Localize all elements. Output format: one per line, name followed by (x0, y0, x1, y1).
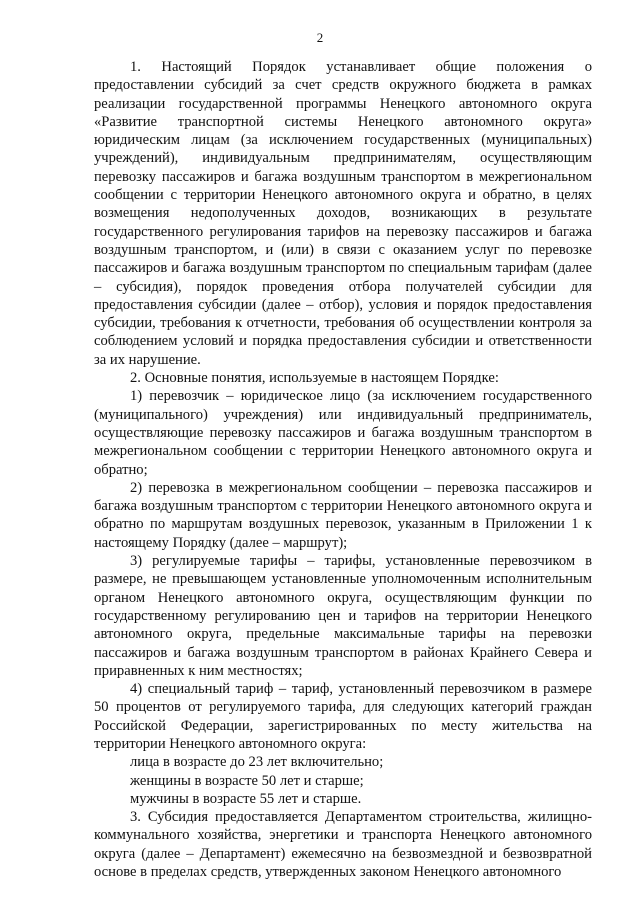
document-body (94, 58, 592, 881)
paragraph-2: 2. Основные понятия, используемые в настоящем Порядке: (130, 370, 499, 387)
citizen-categories-list (94, 753, 592, 808)
definition-regulated-tariffs: 3) регулируемые тарифы – тарифы, установленные перевозчиком в размере, не превышающем установленные уполномоченным исполнительным органом Ненецкого автономного округа, осуществляющим функции по государственному регулированию цен и тарифов на территории Ненецкого автономного округа, предельные максимальные тарифы на перевозки пассажиров и багажа воздушным транспортом в районах Крайнего Севера и приравненных к ним местностях; (94, 553, 592, 679)
paragraph-1: 1. Настоящий Порядок устанавливает общие положения о предоставлении субсидий за счет средств окружного бюджета в рамках реализации государственной программы Ненецкого автономного округа «Развитие транспортной системы Ненецкого автономного округа» юридическим лицам (за исключением государственных (муниципальных) учреждений), индивидуальным предпринимателям, осуществляющим перевозку пассажиров и багажа воздушным транспортом в межрегиональном сообщении с территории Ненецкого автономного округа и обратно, в целях возмещения недополученных доходов, возникающих в результате государственного регулирования тарифов на перевозку пассажиров и багажа воздушным транспортом, и (или) в связи с оказанием услуг по перевозке пассажиров и багажа воздушным транспортом по специальным тарифам (далее – субсидия), порядок проведения отбора получателей субсидии для предоставления субсидии (далее – отбор), условия и порядок предоставления субсидии, требования к отчетности, требования об осуществлении контроля за соблюдением условий и порядка предоставления субсидии и ответственности за их нарушение. (94, 59, 592, 368)
definition-special-tariff: 4) специальный тариф – тариф, установленный перевозчиком в размере 50 процентов от регулируемого тарифа, для следующих категорий граждан Российской Федерации, зарегистрированных по месту жительства на территории Ненецкого автономного округа: (94, 681, 592, 752)
page-number: 2 (316, 30, 324, 45)
list-item: мужчины в возрасте 55 лет и старше. (130, 790, 362, 807)
definition-carrier: 1) перевозчик – юридическое лицо (за исключением государственного (муниципального) учреждения) или индивидуальный предприниматель, осуществляющие перевозку пассажиров и багажа воздушным транспортом в межрегиональном сообщении с территории Ненецкого автономного округа и обратно; (94, 388, 592, 478)
list-item: женщины в возрасте 50 лет и старше; (130, 772, 364, 789)
definition-interregional-transport: 2) перевозка в межрегиональном сообщении – перевозка пассажиров и багажа воздушным транспортом с территории Ненецкого автономного округа и обратно по маршрутам воздушных перевозок, указанным в Приложении 1 к настоящему Порядку (далее – маршрут); (94, 479, 592, 551)
paragraph-3: 3. Субсидия предоставляется Департаментом строительства, жилищно-коммунального хозяйства, энергетики и транспорта Ненецкого автономного округа (далее – Департамент) ежемесячно на безвозмездной и безвозвратной основе в пределах средств, утвержденных законом Ненецкого автономного (94, 809, 592, 881)
list-item: лица в возрасте до 23 лет включительно; (130, 754, 384, 771)
